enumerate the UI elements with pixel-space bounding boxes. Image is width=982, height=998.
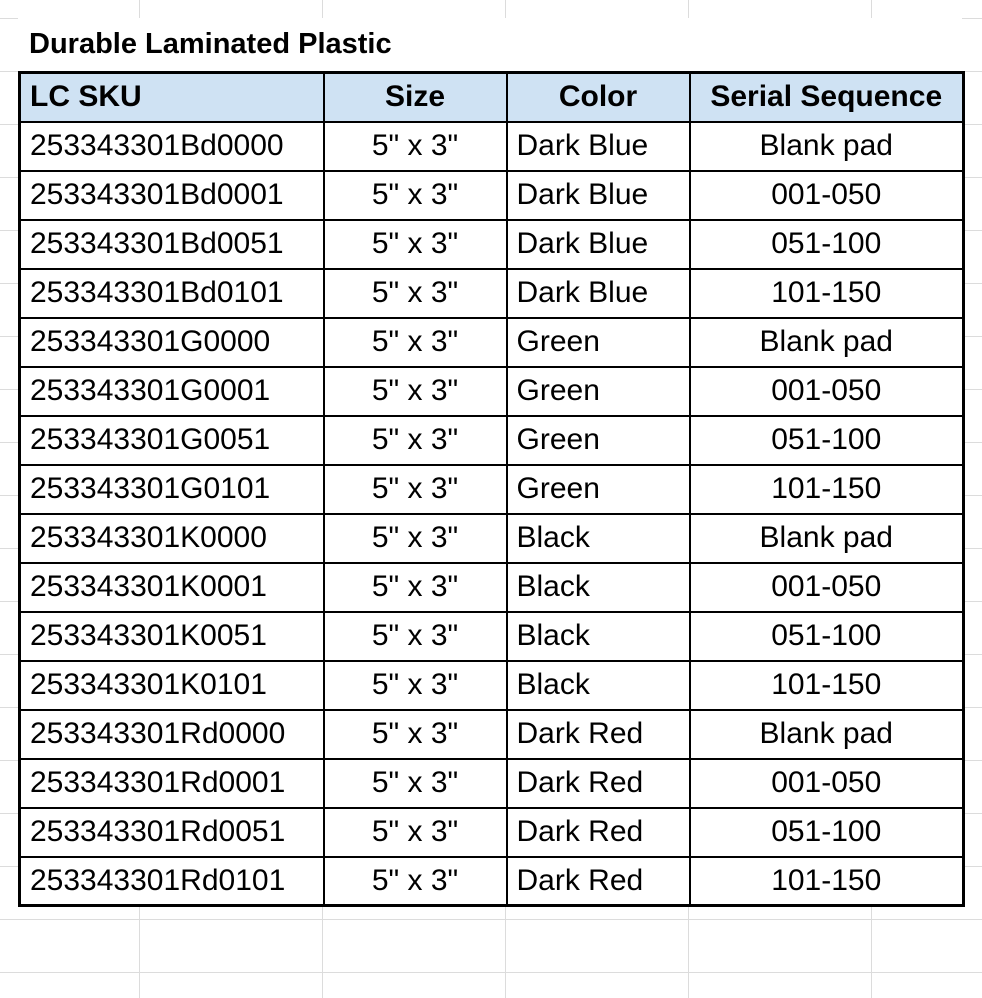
cell-color[interactable]: Dark Blue <box>507 269 690 318</box>
table-row <box>20 171 964 220</box>
sheet-title: Durable Laminated Plastic <box>29 28 392 60</box>
cell-color[interactable]: Dark Blue <box>507 122 690 171</box>
cell-serial-sequence[interactable]: 101-150 <box>690 269 964 318</box>
cell-serial-sequence[interactable]: 051-100 <box>690 220 964 269</box>
cell-color[interactable]: Dark Blue <box>507 171 690 220</box>
cell-size[interactable]: 5" x 3" <box>324 122 507 171</box>
cell-lc-sku[interactable]: 253343301Rd0051 <box>20 808 324 857</box>
table-row <box>20 367 964 416</box>
cell-size[interactable]: 5" x 3" <box>324 710 507 759</box>
cell-serial-sequence[interactable]: 101-150 <box>690 857 964 906</box>
cell-lc-sku[interactable]: 253343301G0000 <box>20 318 324 367</box>
cell-serial-sequence[interactable]: 051-100 <box>690 808 964 857</box>
cell-serial-sequence[interactable]: 101-150 <box>690 465 964 514</box>
cell-color[interactable]: Black <box>507 514 690 563</box>
cell-size[interactable]: 5" x 3" <box>324 171 507 220</box>
table-row <box>20 269 964 318</box>
cell-color[interactable]: Black <box>507 563 690 612</box>
cell-color[interactable]: Green <box>507 367 690 416</box>
cell-size[interactable]: 5" x 3" <box>324 220 507 269</box>
table-row <box>20 465 964 514</box>
cell-lc-sku[interactable]: 253343301Rd0000 <box>20 710 324 759</box>
table-row <box>20 416 964 465</box>
cell-size[interactable]: 5" x 3" <box>324 416 507 465</box>
cell-lc-sku[interactable]: 253343301K0000 <box>20 514 324 563</box>
cell-size[interactable]: 5" x 3" <box>324 808 507 857</box>
cell-color[interactable]: Dark Red <box>507 808 690 857</box>
cell-serial-sequence[interactable]: Blank pad <box>690 122 964 171</box>
cell-lc-sku[interactable]: 253343301Rd0101 <box>20 857 324 906</box>
cell-color[interactable]: Dark Red <box>507 710 690 759</box>
header-size[interactable]: Size <box>324 73 507 122</box>
cell-size[interactable]: 5" x 3" <box>324 269 507 318</box>
table-row <box>20 612 964 661</box>
table-row <box>20 710 964 759</box>
cell-size[interactable]: 5" x 3" <box>324 857 507 906</box>
cell-size[interactable]: 5" x 3" <box>324 367 507 416</box>
cell-lc-sku[interactable]: 253343301K0101 <box>20 661 324 710</box>
header-lc-sku[interactable]: LC SKU <box>20 73 324 122</box>
cell-color[interactable]: Dark Red <box>507 759 690 808</box>
cell-lc-sku[interactable]: 253343301K0001 <box>20 563 324 612</box>
cell-serial-sequence[interactable]: Blank pad <box>690 318 964 367</box>
table-row <box>20 661 964 710</box>
cell-color[interactable]: Black <box>507 661 690 710</box>
cell-serial-sequence[interactable]: 001-050 <box>690 171 964 220</box>
cell-serial-sequence[interactable]: 101-150 <box>690 661 964 710</box>
header-serial-sequence[interactable]: Serial Sequence <box>690 73 964 122</box>
cell-lc-sku[interactable]: 253343301Bd0051 <box>20 220 324 269</box>
cell-serial-sequence[interactable]: 001-050 <box>690 367 964 416</box>
sheet-title-cell[interactable] <box>18 18 962 71</box>
cell-lc-sku[interactable]: 253343301Bd0000 <box>20 122 324 171</box>
cell-size[interactable]: 5" x 3" <box>324 514 507 563</box>
spreadsheet <box>18 18 962 907</box>
cell-serial-sequence[interactable]: Blank pad <box>690 514 964 563</box>
cell-color[interactable]: Dark Blue <box>507 220 690 269</box>
table-row <box>20 318 964 367</box>
table-row <box>20 563 964 612</box>
cell-lc-sku[interactable]: 253343301K0051 <box>20 612 324 661</box>
cell-lc-sku[interactable]: 253343301G0101 <box>20 465 324 514</box>
cell-size[interactable]: 5" x 3" <box>324 318 507 367</box>
cell-lc-sku[interactable]: 253343301Bd0101 <box>20 269 324 318</box>
header-row <box>20 73 964 122</box>
cell-serial-sequence[interactable]: 051-100 <box>690 416 964 465</box>
cell-lc-sku[interactable]: 253343301Bd0001 <box>20 171 324 220</box>
table-row <box>20 808 964 857</box>
cell-color[interactable]: Dark Red <box>507 857 690 906</box>
cell-color[interactable]: Green <box>507 416 690 465</box>
cell-lc-sku[interactable]: 253343301Rd0001 <box>20 759 324 808</box>
cell-size[interactable]: 5" x 3" <box>324 759 507 808</box>
table-row <box>20 857 964 906</box>
table-row <box>20 220 964 269</box>
table-body <box>20 122 964 906</box>
cell-lc-sku[interactable]: 253343301G0051 <box>20 416 324 465</box>
header-color[interactable]: Color <box>507 73 690 122</box>
cell-size[interactable]: 5" x 3" <box>324 661 507 710</box>
cell-size[interactable]: 5" x 3" <box>324 563 507 612</box>
product-table <box>18 71 965 907</box>
cell-serial-sequence[interactable]: 001-050 <box>690 759 964 808</box>
cell-size[interactable]: 5" x 3" <box>324 612 507 661</box>
cell-color[interactable]: Black <box>507 612 690 661</box>
table-row <box>20 759 964 808</box>
table-row <box>20 514 964 563</box>
cell-serial-sequence[interactable]: 001-050 <box>690 563 964 612</box>
cell-lc-sku[interactable]: 253343301G0001 <box>20 367 324 416</box>
cell-color[interactable]: Green <box>507 318 690 367</box>
table-row <box>20 122 964 171</box>
cell-color[interactable]: Green <box>507 465 690 514</box>
cell-serial-sequence[interactable]: Blank pad <box>690 710 964 759</box>
cell-size[interactable]: 5" x 3" <box>324 465 507 514</box>
cell-serial-sequence[interactable]: 051-100 <box>690 612 964 661</box>
